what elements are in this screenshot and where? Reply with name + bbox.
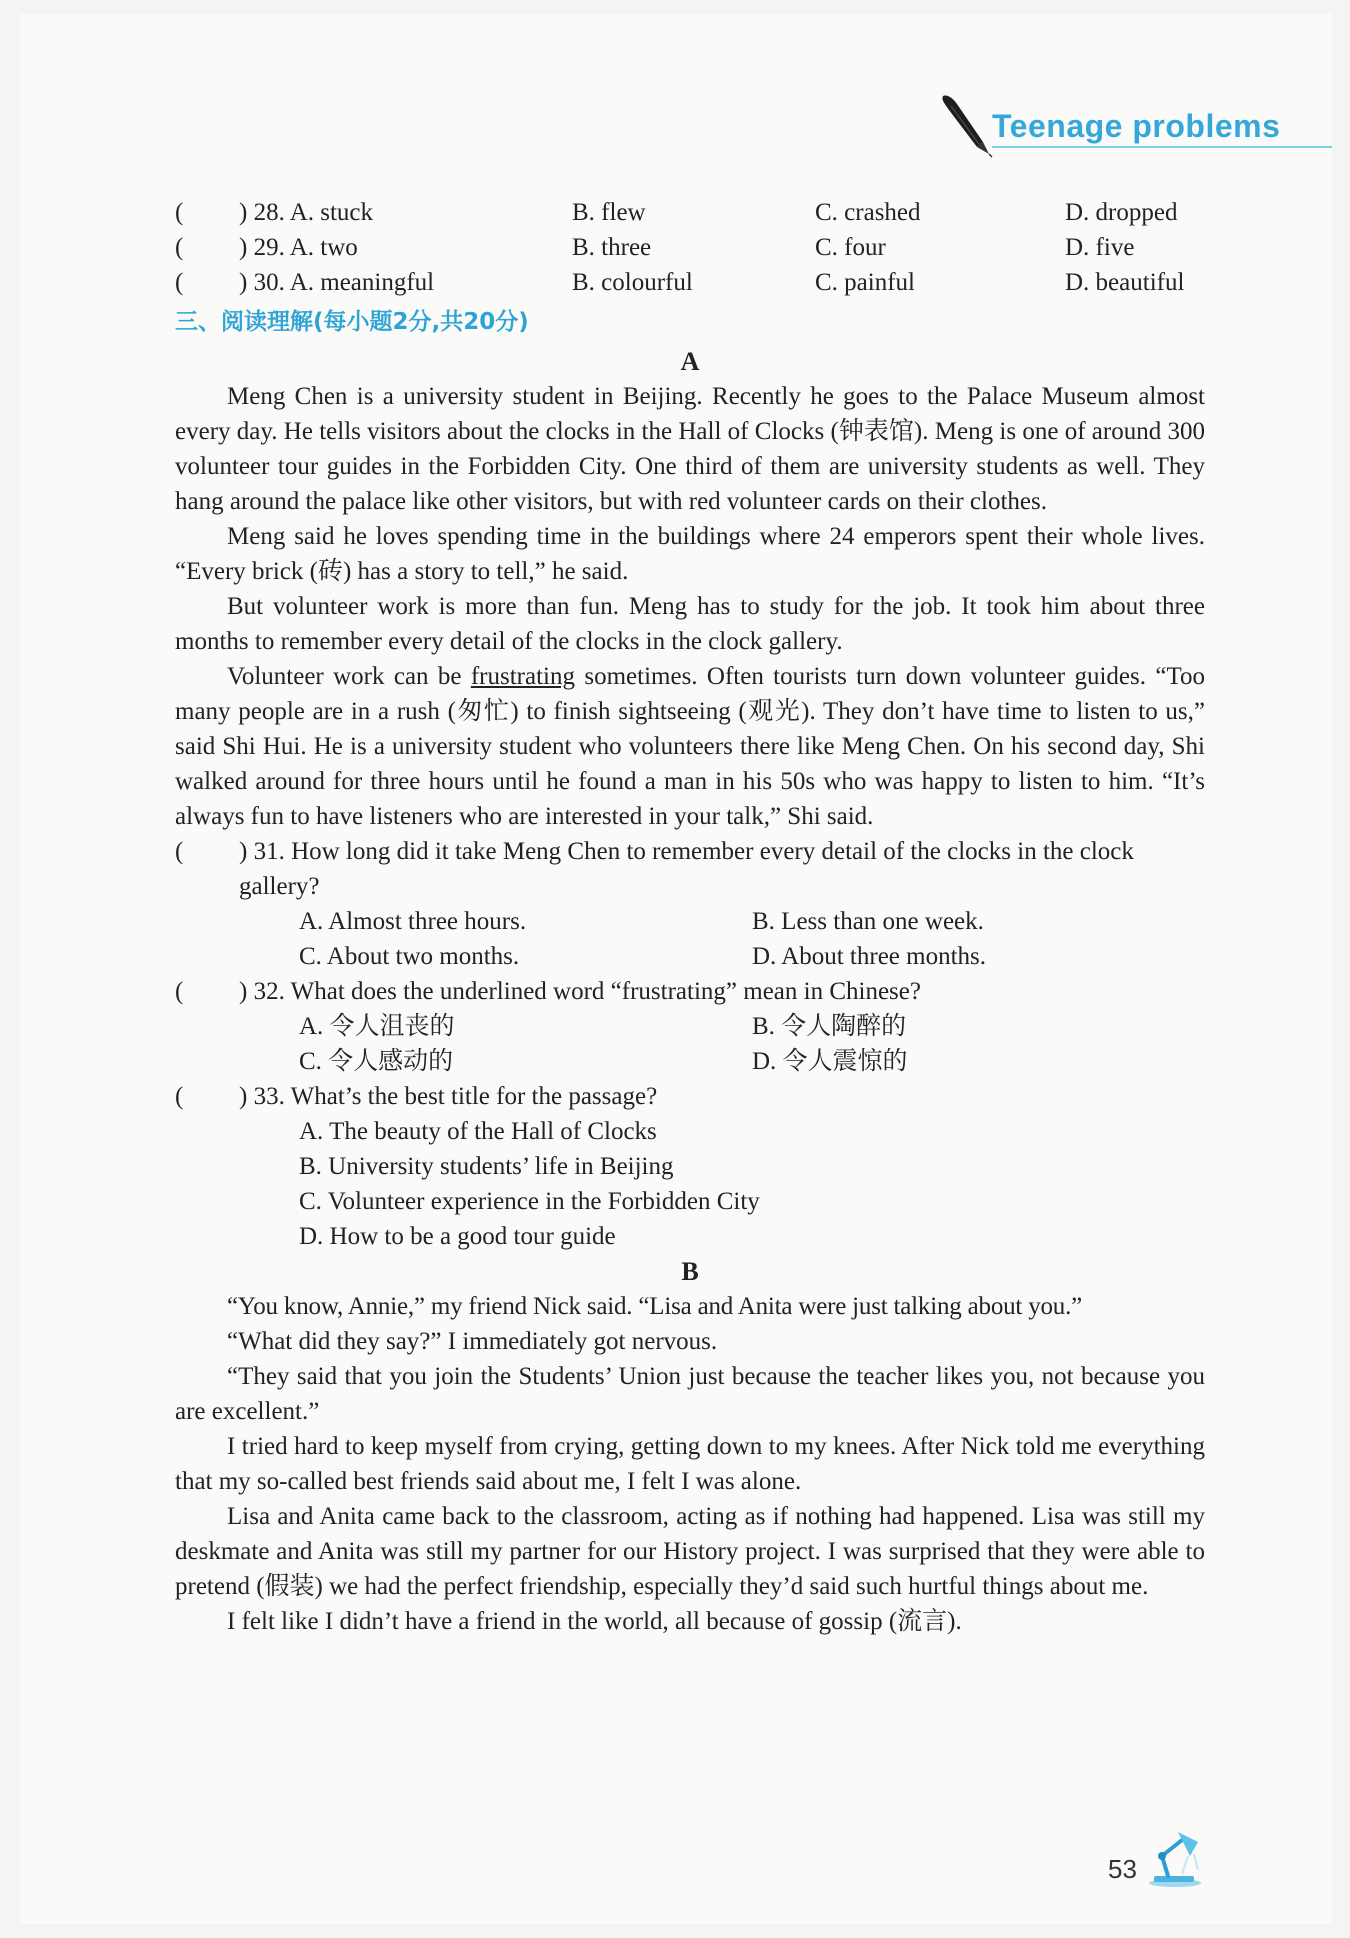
option-c: C. Volunteer experience in the Forbidden City (299, 1188, 760, 1215)
section-heading: 三、阅读理解(每小题2分,共20分) (175, 309, 529, 335)
option-b: B. University students’ life in Beijing (299, 1153, 674, 1180)
question-text: ) 32. What does the underlined word “frustrating” mean in Chinese? (239, 978, 921, 1005)
option-c: C. painful (815, 269, 915, 296)
passage-a-paragraph-4 (175, 659, 1205, 834)
cloze-question-29 (175, 230, 1205, 265)
paragraph-text: Volunteer work can be (227, 663, 471, 690)
paragraph-text: sometimes. Often tourists turn down volunteer guides. “Too many people are in a rush (匆忙) to finish sightseeing (观光). They don’t have time to listen to us,” said Shi Hui. He is a university student who volunteers there like Meng Chen. On his second day, Shi walked around for three hours until he found a man in his 50s who was happy to listen to him. “It’s always fun to have listeners who are interested in your talk,” Shi said. (175, 663, 1205, 830)
desk-lamp-icon (1142, 1826, 1208, 1888)
chapter-title: Teenage problems (992, 108, 1281, 144)
textbook-page (20, 14, 1332, 1924)
question-32-options-row-1 (299, 1009, 1205, 1044)
option-d: D. beautiful (1065, 269, 1185, 296)
answer-blank: ( (175, 234, 184, 261)
option-b: B. 令人陶醉的 (752, 1013, 907, 1040)
question-31 (175, 834, 1205, 904)
option-b: B. Less than one week. (752, 908, 984, 935)
option-b: B. colourful (572, 269, 693, 296)
option-c: C. About two months. (299, 943, 520, 970)
passage-b-paragraph-3: “They said that you join the Students’ Union just because the teacher likes you, not because you are excellent.” (175, 1363, 1205, 1425)
option-d: D. About three months. (752, 943, 987, 970)
option-c: C. 令人感动的 (299, 1048, 454, 1075)
option-d: D. How to be a good tour guide (299, 1223, 616, 1250)
answer-blank: ( (175, 978, 184, 1005)
page-number: 53 (1108, 1854, 1137, 1884)
page-header (842, 94, 1332, 150)
option-a: ) 28. A. stuck (239, 199, 374, 226)
cloze-question-28 (175, 195, 1205, 230)
passage-a-paragraph-3: But volunteer work is more than fun. Meng has to study for the job. It took him about three months to remember every detail of the clocks in the clock gallery. (175, 593, 1205, 655)
option-d: D. dropped (1065, 199, 1178, 226)
option-b: B. flew (572, 199, 646, 226)
passage-a-paragraph-2: Meng said he loves spending time in the buildings where 24 emperors spent their whole lives. “Every brick (砖) has a story to tell,” he said. (175, 523, 1205, 585)
option-c: C. four (815, 234, 886, 261)
option-a: A. 令人沮丧的 (299, 1013, 455, 1040)
option-a: A. Almost three hours. (299, 908, 527, 935)
question-31-options-row-2 (299, 939, 1205, 974)
question-33 (175, 1079, 1205, 1114)
option-a: ) 29. A. two (239, 234, 358, 261)
question-text: ) 33. What’s the best title for the passage? (239, 1083, 658, 1110)
passage-b-paragraph-1: “You know, Annie,” my friend Nick said. “Lisa and Anita were just talking about you.” (227, 1293, 1083, 1320)
passage-a-paragraph-1: Meng Chen is a university student in Beijing. Recently he goes to the Palace Museum almost every day. He tells visitors about the clocks in the Hall of Clocks (钟表馆). Meng is one of around 300 volunteer tour guides in the Forbidden City. One third of them are university students as well. They hang around the palace like other visitors, but with red volunteer cards on their clothes. (175, 383, 1205, 515)
answer-blank: ( (175, 1083, 184, 1110)
passage-a-label: A (680, 347, 700, 376)
passage-b-paragraph-4: I tried hard to keep myself from crying, getting down to my knees. After Nick told me everything that my so-called best friends said about me, I felt I was alone. (175, 1433, 1205, 1495)
passage-b-paragraph-2: “What did they say?” I immediately got nervous. (227, 1328, 718, 1355)
option-b: B. three (572, 234, 652, 261)
question-32-options-row-2 (299, 1044, 1205, 1079)
option-d: D. 令人震惊的 (752, 1048, 908, 1075)
header-rule (992, 146, 1332, 148)
question-31-options-row-1 (299, 904, 1205, 939)
answer-blank: ( (175, 199, 184, 226)
option-a: A. The beauty of the Hall of Clocks (299, 1118, 657, 1145)
passage-b-label: B (681, 1257, 699, 1286)
cloze-question-30 (175, 265, 1205, 300)
answer-blank: ( (175, 838, 184, 865)
option-d: D. five (1065, 234, 1135, 261)
passage-b-paragraph-6: I felt like I didn’t have a friend in the world, all because of gossip (流言). (227, 1608, 962, 1635)
question-32 (175, 974, 1205, 1009)
option-c: C. crashed (815, 199, 921, 226)
option-a: ) 30. A. meaningful (239, 269, 435, 296)
page-content (175, 195, 1205, 1639)
passage-b-paragraph-5: Lisa and Anita came back to the classroom, acting as if nothing had happened. Lisa was still my deskmate and Anita was still my partner for our History project. I was surprised that they were able to pretend (假装) we had the perfect friendship, especially they’d said such hurtful things about me. (175, 1503, 1205, 1600)
question-text: ) 31. How long did it take Meng Chen to remember every detail of the clocks in the clock gallery? (239, 838, 1134, 900)
answer-blank: ( (175, 269, 184, 296)
pen-icon (937, 92, 995, 158)
underlined-word: frustrating (470, 663, 575, 690)
